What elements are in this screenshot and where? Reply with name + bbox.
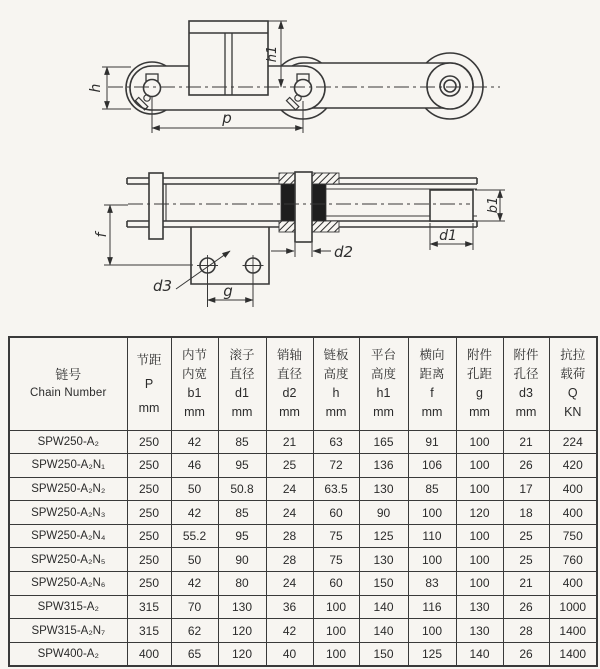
table-header-cell: 链板 高度 h mm <box>313 337 359 430</box>
table-cell: 100 <box>313 642 359 666</box>
table-cell: 130 <box>359 548 408 572</box>
table-cell: 50.8 <box>218 477 266 501</box>
chain-spec-table <box>8 336 598 667</box>
table-cell: 95 <box>218 454 266 478</box>
table-header-cell: 内节 内宽 b1 mm <box>171 337 218 430</box>
table-cell: 50 <box>171 548 218 572</box>
table-header-cell: 平台 高度 h1 mm <box>359 337 408 430</box>
table-cell: 250 <box>127 572 171 596</box>
table-header-cell: 抗拉 载荷 Q KN <box>549 337 597 430</box>
table-cell: 85 <box>218 501 266 525</box>
table-cell: 65 <box>171 642 218 666</box>
table-cell: 26 <box>503 642 549 666</box>
dim-label-d1: d1 <box>439 228 457 244</box>
table-cell: 750 <box>549 524 597 548</box>
table-cell: 140 <box>456 642 503 666</box>
chain-number-cell: SPW250-A₂N₆ <box>9 572 127 596</box>
table-row <box>9 595 597 619</box>
table-cell: 21 <box>266 430 313 454</box>
table-cell: 130 <box>456 595 503 619</box>
table-cell: 21 <box>503 430 549 454</box>
dim-label-f: f <box>94 232 110 238</box>
table-cell: 60 <box>313 501 359 525</box>
table-cell: 1400 <box>549 642 597 666</box>
table-cell: 90 <box>359 501 408 525</box>
table-row <box>9 430 597 454</box>
chain-number-cell: SPW315-A₂N₇ <box>9 619 127 643</box>
table-cell: 250 <box>127 501 171 525</box>
table-cell: 315 <box>127 595 171 619</box>
table-cell: 1400 <box>549 619 597 643</box>
table-cell: 25 <box>503 548 549 572</box>
table-row <box>9 477 597 501</box>
table-body <box>9 430 597 666</box>
table-cell: 50 <box>171 477 218 501</box>
table-cell: 116 <box>408 595 456 619</box>
chain-number-cell: SPW250-A₂N₁ <box>9 454 127 478</box>
table-cell: 250 <box>127 548 171 572</box>
table-cell: 55.2 <box>171 524 218 548</box>
table-row <box>9 572 597 596</box>
table-cell: 100 <box>313 619 359 643</box>
dim-label-b1: b1 <box>486 196 501 214</box>
table-cell: 60 <box>313 572 359 596</box>
table-cell: 42 <box>266 619 313 643</box>
left-pin-link <box>149 173 166 239</box>
table-cell: 100 <box>456 572 503 596</box>
table-cell: 42 <box>171 501 218 525</box>
table-cell: 42 <box>171 572 218 596</box>
table-cell: 250 <box>127 477 171 501</box>
table-cell: 24 <box>266 501 313 525</box>
table-cell: 28 <box>503 619 549 643</box>
table-cell: 80 <box>218 572 266 596</box>
attachment-block <box>189 21 268 95</box>
table-cell: 400 <box>549 477 597 501</box>
table-cell: 70 <box>171 595 218 619</box>
table-row <box>9 501 597 525</box>
table-cell: 136 <box>359 454 408 478</box>
table-cell: 75 <box>313 524 359 548</box>
dim-label-p: p <box>222 109 232 127</box>
table-cell: 224 <box>549 430 597 454</box>
table-cell: 91 <box>408 430 456 454</box>
table-cell: 100 <box>456 548 503 572</box>
table-cell: 25 <box>503 524 549 548</box>
table-cell: 100 <box>313 595 359 619</box>
side-view-drawing <box>102 21 500 133</box>
table-row <box>9 524 597 548</box>
table-cell: 46 <box>171 454 218 478</box>
table-cell: 26 <box>503 595 549 619</box>
table-cell: 130 <box>359 477 408 501</box>
table-cell: 250 <box>127 454 171 478</box>
table-cell: 1000 <box>549 595 597 619</box>
table-cell: 760 <box>549 548 597 572</box>
table-cell: 400 <box>549 501 597 525</box>
attachment-plate <box>191 227 269 284</box>
table-cell: 140 <box>359 619 408 643</box>
dim-label-d3: d3 <box>153 277 173 295</box>
table-cell: 125 <box>359 524 408 548</box>
table-cell: 100 <box>408 501 456 525</box>
roller-section <box>430 190 473 221</box>
table-cell: 250 <box>127 524 171 548</box>
table-cell: 90 <box>218 548 266 572</box>
table-cell: 83 <box>408 572 456 596</box>
dim-label-d2: d2 <box>334 243 354 261</box>
table-cell: 36 <box>266 595 313 619</box>
chain-number-cell: SPW250-A₂ <box>9 430 127 454</box>
table-cell: 100 <box>456 454 503 478</box>
table-cell: 63.5 <box>313 477 359 501</box>
table-cell: 150 <box>359 572 408 596</box>
table-cell: 72 <box>313 454 359 478</box>
dim-label-g: g <box>223 282 233 300</box>
table-cell: 120 <box>218 642 266 666</box>
dim-label-h: h <box>88 83 104 93</box>
table-cell: 165 <box>359 430 408 454</box>
dimension-d2 <box>271 243 331 257</box>
table-cell: 250 <box>127 430 171 454</box>
table-cell: 315 <box>127 619 171 643</box>
chain-number-cell: SPW250-A₂N₅ <box>9 548 127 572</box>
table-cell: 18 <box>503 501 549 525</box>
table-cell: 26 <box>503 454 549 478</box>
table-header-cell: 销轴 直径 d2 mm <box>266 337 313 430</box>
table-cell: 140 <box>359 595 408 619</box>
table-cell: 100 <box>456 477 503 501</box>
table-cell: 17 <box>503 477 549 501</box>
table-cell: 100 <box>456 524 503 548</box>
table-head-row <box>9 337 597 430</box>
table-cell: 25 <box>266 454 313 478</box>
table-cell: 28 <box>266 548 313 572</box>
table-cell: 28 <box>266 524 313 548</box>
table-cell: 24 <box>266 572 313 596</box>
table-cell: 106 <box>408 454 456 478</box>
table-row <box>9 548 597 572</box>
table-cell: 24 <box>266 477 313 501</box>
table-cell: 130 <box>218 595 266 619</box>
dim-label-h1: h1 <box>265 45 280 63</box>
table-header-cell: 节距 P mm <box>127 337 171 430</box>
table-header-cell: 横向 距离 f mm <box>408 337 456 430</box>
table-cell: 85 <box>408 477 456 501</box>
table-cell: 21 <box>503 572 549 596</box>
chain-number-cell: SPW315-A₂ <box>9 595 127 619</box>
table-row <box>9 642 597 666</box>
table-cell: 75 <box>313 548 359 572</box>
table-cell: 100 <box>408 548 456 572</box>
table-cell: 400 <box>549 572 597 596</box>
chain-number-cell: SPW250-A₂N₂ <box>9 477 127 501</box>
table-header-cell: 链号 Chain Number <box>9 337 127 430</box>
table-header-cell: 滚子 直径 d1 mm <box>218 337 266 430</box>
table-cell: 62 <box>171 619 218 643</box>
technical-drawings <box>0 0 600 334</box>
table-cell: 120 <box>218 619 266 643</box>
table-cell: 42 <box>171 430 218 454</box>
table-cell: 420 <box>549 454 597 478</box>
table-cell: 100 <box>408 619 456 643</box>
chain-number-cell: SPW400-A₂ <box>9 642 127 666</box>
chain-number-cell: SPW250-A₂N₄ <box>9 524 127 548</box>
table-cell: 130 <box>456 619 503 643</box>
table-cell: 100 <box>456 430 503 454</box>
table-cell: 85 <box>218 430 266 454</box>
pin-right-outer <box>440 76 460 96</box>
table-header-cell: 附件 孔径 d3 mm <box>503 337 549 430</box>
table-cell: 125 <box>408 642 456 666</box>
table-cell: 95 <box>218 524 266 548</box>
table-cell: 110 <box>408 524 456 548</box>
table-cell: 400 <box>127 642 171 666</box>
table-row <box>9 454 597 478</box>
table-cell: 120 <box>456 501 503 525</box>
table-header-cell: 附件 孔距 g mm <box>456 337 503 430</box>
table-cell: 150 <box>359 642 408 666</box>
center-pin <box>295 172 312 242</box>
table-row <box>9 619 597 643</box>
table-cell: 63 <box>313 430 359 454</box>
spec-table-wrap <box>8 336 593 665</box>
chain-number-cell: SPW250-A₂N₃ <box>9 501 127 525</box>
bushing-section <box>279 172 339 242</box>
table-cell: 40 <box>266 642 313 666</box>
